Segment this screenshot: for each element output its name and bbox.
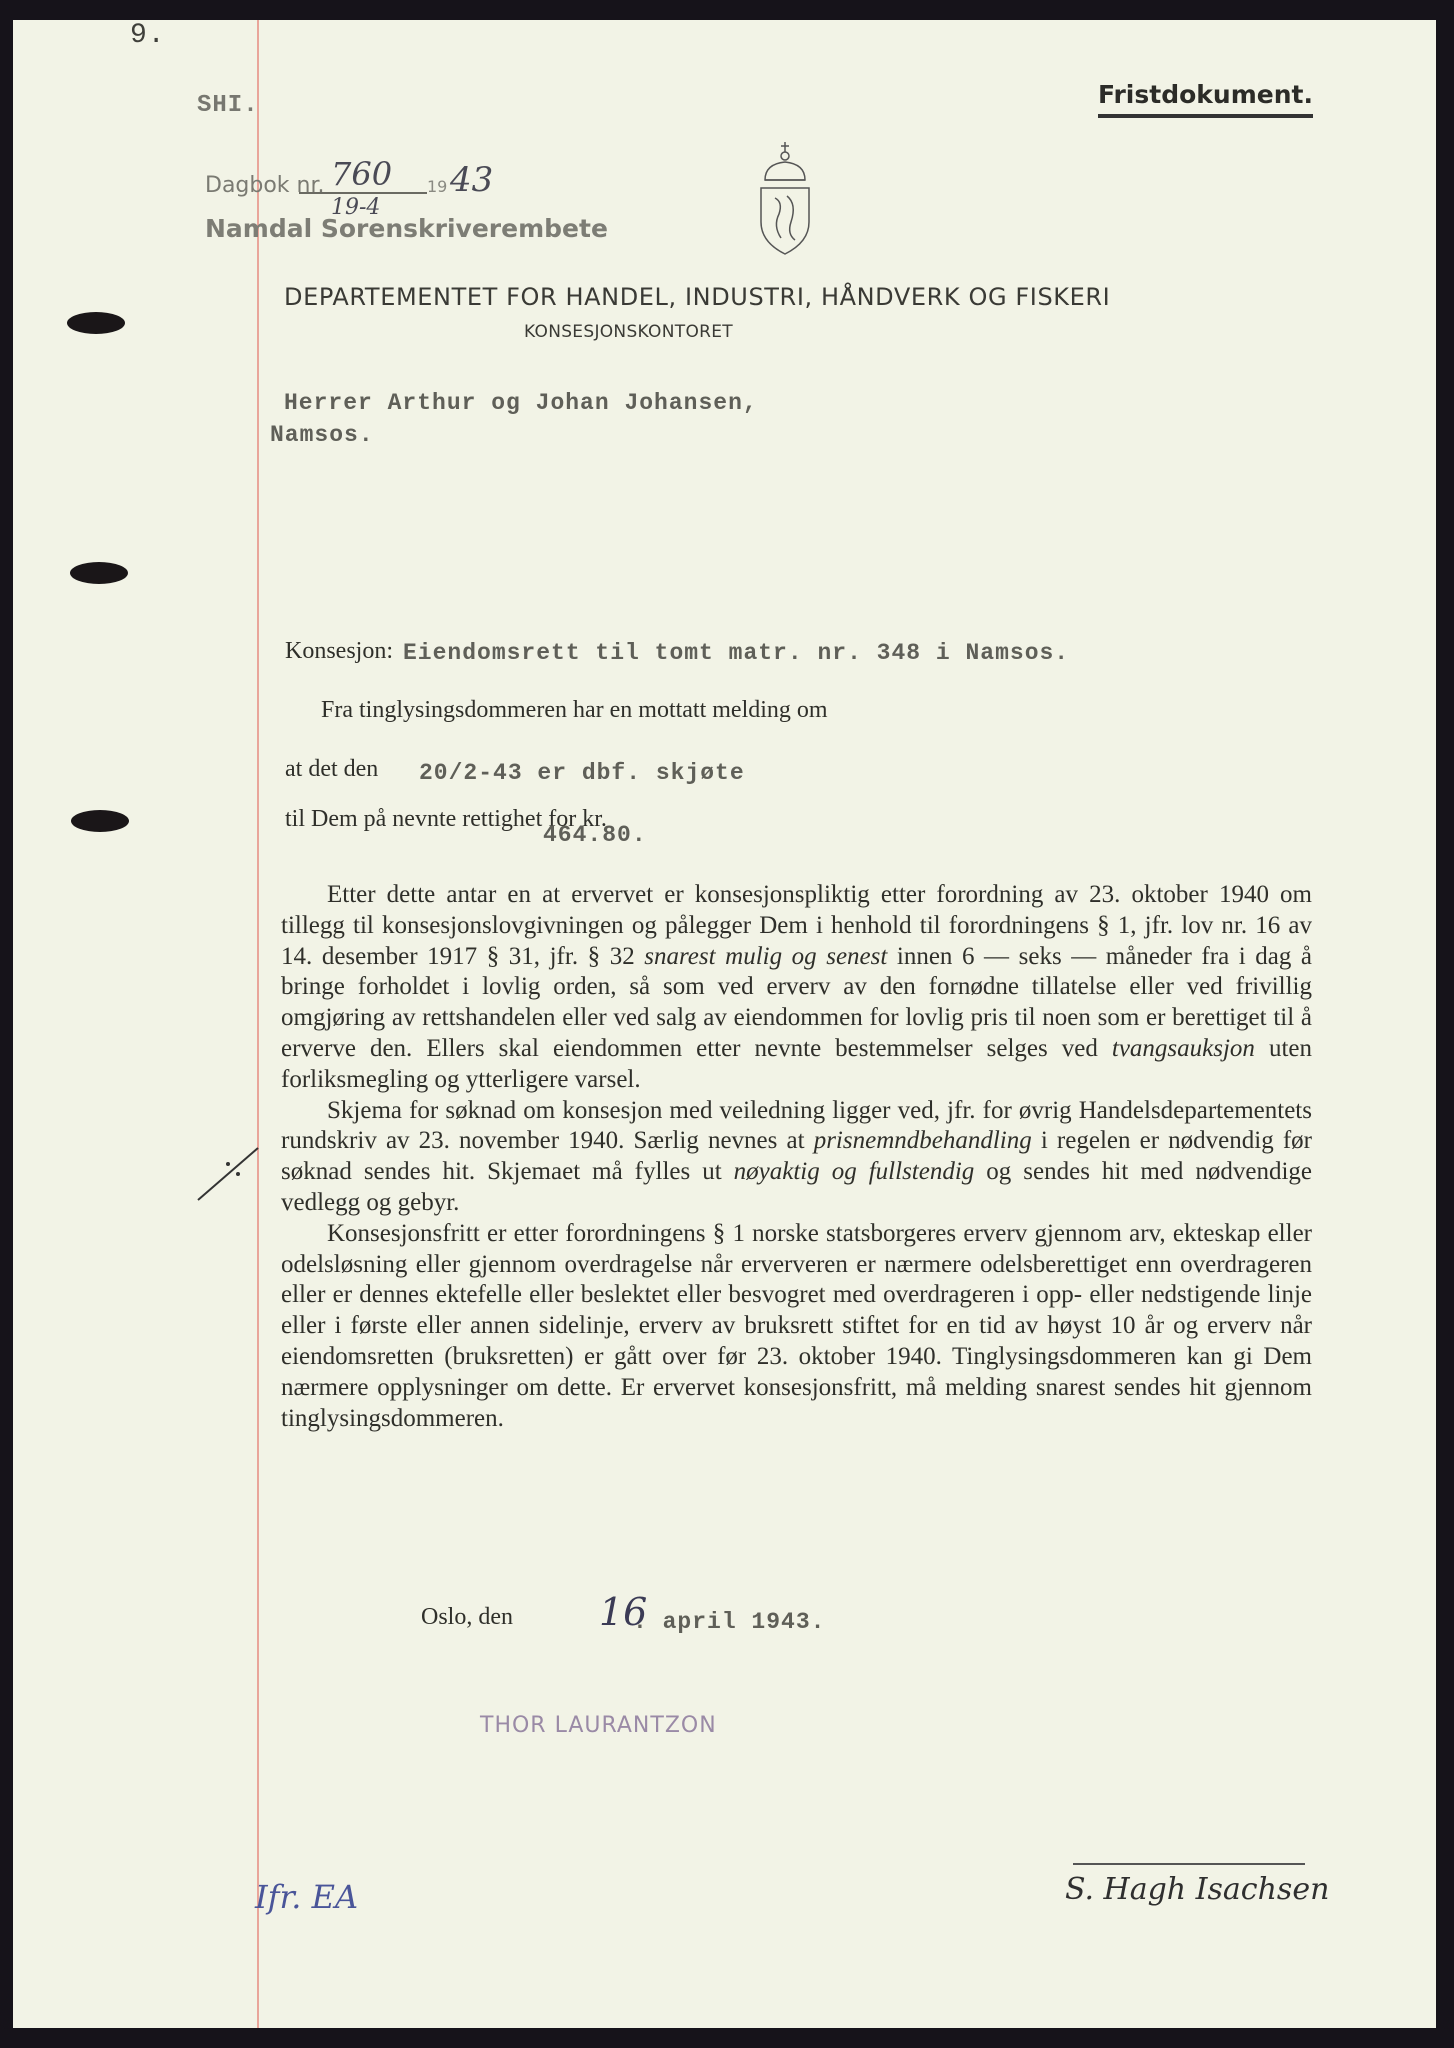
margin-check-mark-icon	[196, 1144, 266, 1209]
name-stamp: THOR LAURANTZON	[480, 1713, 717, 1738]
red-margin-line	[257, 20, 259, 2028]
office-name: KONSESJONSKONTORET	[524, 322, 733, 342]
signature-line	[1073, 1863, 1305, 1865]
punch-hole	[70, 562, 128, 584]
dagbok-sub-date: 19-4	[331, 195, 381, 220]
day-handwritten: 16	[599, 1590, 648, 1634]
document-page	[13, 20, 1436, 2028]
price-amount: 464.80.	[543, 822, 647, 848]
coat-of-arms-icon	[759, 142, 811, 261]
dagbok-number: 760	[331, 155, 393, 193]
notice-line-3-label: til Dem på nevnte rettighet for kr.	[285, 806, 607, 832]
body-paragraphs	[281, 880, 1312, 1434]
paragraph-exemptions: Konsesjonsfritt er etter forordningens § 1 norske statsborgeres erverv gjennom arv, ekteskap eller odelsløsning eller gjennom overdragelse når erververen er nærmere odelsberettiget enn overdrageren eller er dennes ektefelle eller beslektet eller besvogret med overdrageren i opp- eller nedstigende linje eller i første eller annen sidelinje, erverv av bruksrett stiftet for en tid av høyst 10 år og erverv når eiendomsretten (bruksretten) er gått over før 23. oktober 1940. Tinglysingsdommeren kan gi Dem nærmere opplysninger om dette. Er ervervet konsesjonsfritt, må melding snarest sendes hit gjennom tinglysingsdommeren.	[281, 1219, 1312, 1432]
margin-note: Ifr. EA	[255, 1878, 359, 1916]
page-number: 9.	[130, 20, 166, 51]
recipient-line-1: Herrer Arthur og Johan Johansen,	[284, 390, 758, 416]
year-suffix: 43	[450, 160, 494, 200]
place-label: Oslo, den	[421, 1604, 513, 1630]
dagbok-label: Dagbok nr.	[205, 173, 325, 198]
notice-line-2-label: at det den	[285, 756, 379, 782]
concession-label: Konsesjon:	[285, 638, 393, 664]
punch-hole	[67, 312, 125, 334]
year-prefix: 19	[427, 177, 448, 196]
signature: S. Hagh Isachsen	[1065, 1872, 1330, 1907]
notice-line-1: Fra tinglysingsdommeren har en mottatt melding om	[321, 697, 828, 723]
punch-hole	[71, 810, 129, 832]
date-typed: . april 1943.	[633, 1609, 826, 1635]
document-type-title: Fristdokument.	[1098, 80, 1313, 118]
concession-value: Eiendomsrett til tomt matr. nr. 348 i Namsos.	[403, 640, 1070, 666]
deed-date: 20/2-43 er dbf. skjøte	[419, 760, 745, 786]
paragraph-obligation: Etter dette antar en at ervervet er konsesjonspliktig etter forordning av 23. oktober 1940 om tillegg til konsesjonslovgivningen og pålegger Dem i henhold til forordningens § 1, jfr. lov nr. 16 av 14. desember 1917 § 31, jfr. § 32 snarest mulig og senest innen 6 — seks — måneder fra i dag å bringe forholdet i lovlig orden, så som ved erverv av den fornødne tillatelse eller ved frivillig omgjøring av rettshandelen eller ved salg av eiendommen for lovlig pris til noen som er berettiget til å erverve den. Ellers skal eiendommen etter nevnte bestemmelser selges ved tvangsauksjon uten forliksmegling og ytterligere varsel.	[281, 881, 1313, 1093]
office-stamp: Namdal Sorenskriverembete	[205, 214, 608, 243]
recipient-line-2: Namsos.	[270, 422, 374, 448]
department-name: DEPARTEMENTET FOR HANDEL, INDUSTRI, HÅNDVERK OG FISKERI	[284, 283, 1111, 311]
paragraph-application-form: Skjema for søknad om konsesjon med veiledning ligger ved, jfr. for øvrig Handelsdepartementets rundskriv av 23. november 1940. Særlig nevnes at prisnemndbehandling i regelen er nødvendig før søknad sendes hit. Skjemaet må fylles ut nøyaktig og fullstendig og sendes hit med nødvendige vedlegg og gebyr.	[281, 1096, 1312, 1216]
reference-code: SHI.	[197, 92, 259, 119]
